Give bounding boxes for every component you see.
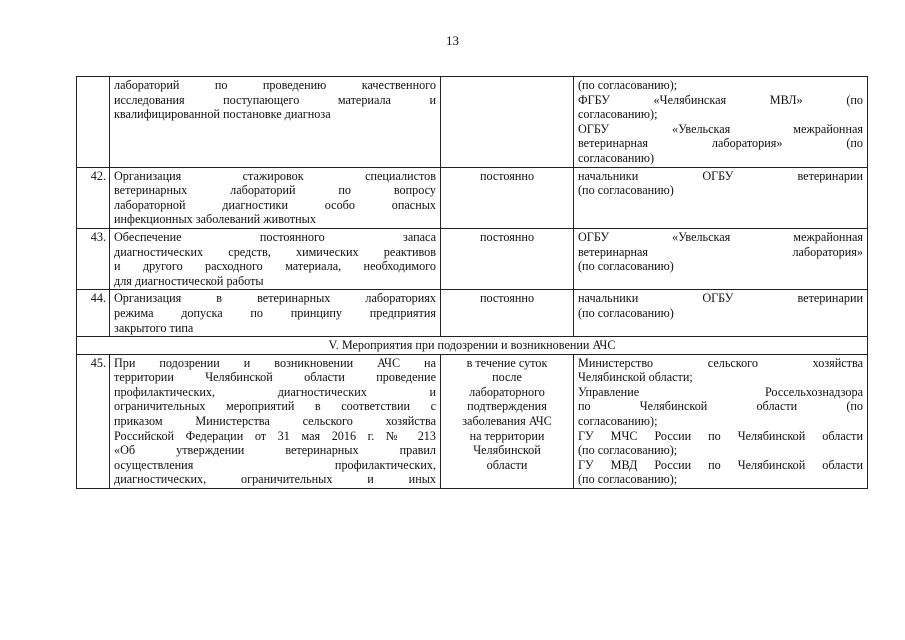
term-line: постоянно [479,291,535,306]
measures-table [76,76,868,489]
responsible-line: (по согласованию); [578,472,678,487]
responsible-line: согласованию); [578,107,658,122]
activity-line: квалифицированной постановке диагноза [114,107,331,122]
responsible-line: начальники ОГБУ ветеринарии [578,168,863,183]
activity-line: Обеспечение постоянного запаса [114,229,436,244]
term-line: после [492,370,522,385]
activity-line: приказом Министерства сельского хозяйства [114,414,436,429]
activity-cell [110,228,441,289]
activity-line: лабораторий по проведению качественного [114,78,436,92]
activity-line: режима допуска по принципу предприятия [114,305,436,320]
row-number: 43. [77,228,110,289]
responsible-line: ОГБУ «Увельская межрайонная [578,229,863,244]
responsible-cell [574,167,868,228]
responsible-line: (по согласованию) [578,183,674,198]
activity-line: исследования поступающего материала и [114,92,436,107]
responsible-cell [574,77,868,168]
row-number [77,77,110,168]
responsible-line: ОГБУ «Увельская межрайонная [578,121,863,136]
term-line: лабораторного [469,384,545,399]
table-row [77,290,868,337]
responsible-line: Министерство сельского хозяйства [578,355,863,370]
activity-cell [110,290,441,337]
activity-line: При подозрении и возникновении АЧС на [114,355,436,370]
responsible-line: по Челябинской области (по [578,399,863,414]
activity-line: ветеринарных лабораторий по вопросу [114,183,436,198]
term-cell [441,354,574,488]
responsible-line: согласованию); [578,414,658,429]
term-line: на территории [469,428,545,443]
table-row [77,354,868,488]
activity-line: Организация стажировок специалистов [114,168,436,183]
responsible-line: (по согласованию); [578,78,678,92]
table-row [77,228,868,289]
activity-line: «Об утверждении ветеринарных правил [114,443,436,458]
responsible-cell [574,290,868,337]
activity-cell [110,167,441,228]
term-line: подтверждения [467,399,547,414]
responsible-line: ГУ МЧС России по Челябинской области [578,428,863,443]
responsible-line: ветеринарная лаборатория» [578,244,863,259]
responsible-line: Челябинской области; [578,370,693,385]
activity-line: диагностических средств, химических реактивов [114,244,436,259]
row-number: 45. [77,354,110,488]
page-number: 13 [446,33,459,48]
term-cell [441,228,574,289]
activity-line: профилактических, диагностических и [114,384,436,399]
activity-line: диагностических, ограничительных и иных [114,472,436,487]
term-line: в течение суток [466,355,548,370]
term-cell [441,167,574,228]
responsible-line: ФГБУ «Челябинская МВЛ» (по [578,92,863,107]
activity-line: закрытого типа [114,320,194,335]
table-row [77,77,868,168]
activity-cell [110,77,441,168]
activity-line: и другого расходного материала, необходимого [114,259,436,274]
activity-line: лабораторной диагностики особо опасных [114,197,436,212]
activity-line: Российской Федерации от 31 мая 2016 г. № 213 [114,428,436,443]
activity-line: для диагностической работы [114,273,264,288]
responsible-line: (по согласованию); [578,443,678,458]
activity-line: инфекционных заболеваний животных [114,212,316,227]
activity-line: территории Челябинской области проведение [114,370,436,385]
row-number: 42. [77,167,110,228]
term-line: постоянно [479,168,535,183]
responsible-line: (по согласованию) [578,305,674,320]
responsible-line: Управление Россельхознадзора [578,384,863,399]
term-cell [441,290,574,337]
responsible-line: ветеринарная лаборатория» (по [578,136,863,151]
table-row [77,167,868,228]
term-line: постоянно [479,229,535,244]
activity-line: осуществления профилактических, [114,457,436,472]
term-line: заболевания АЧС [462,414,552,429]
section-row [77,337,868,355]
responsible-line: начальники ОГБУ ветеринарии [578,291,863,306]
responsible-cell [574,354,868,488]
term-line: области [486,457,528,472]
responsible-line: согласованию) [578,150,655,165]
term-cell [441,77,574,168]
term-line: Челябинской [473,443,541,458]
responsible-line: ГУ МВД России по Челябинской области [578,457,863,472]
activity-line: Организация в ветеринарных лабораториях [114,291,436,306]
responsible-line: (по согласованию) [578,259,674,274]
row-number: 44. [77,290,110,337]
activity-cell [110,354,441,488]
section-title: V. Мероприятия при подозрении и возникновении АЧС [77,337,868,355]
responsible-cell [574,228,868,289]
activity-line: ограничительных мероприятий в соответствии с [114,399,436,414]
